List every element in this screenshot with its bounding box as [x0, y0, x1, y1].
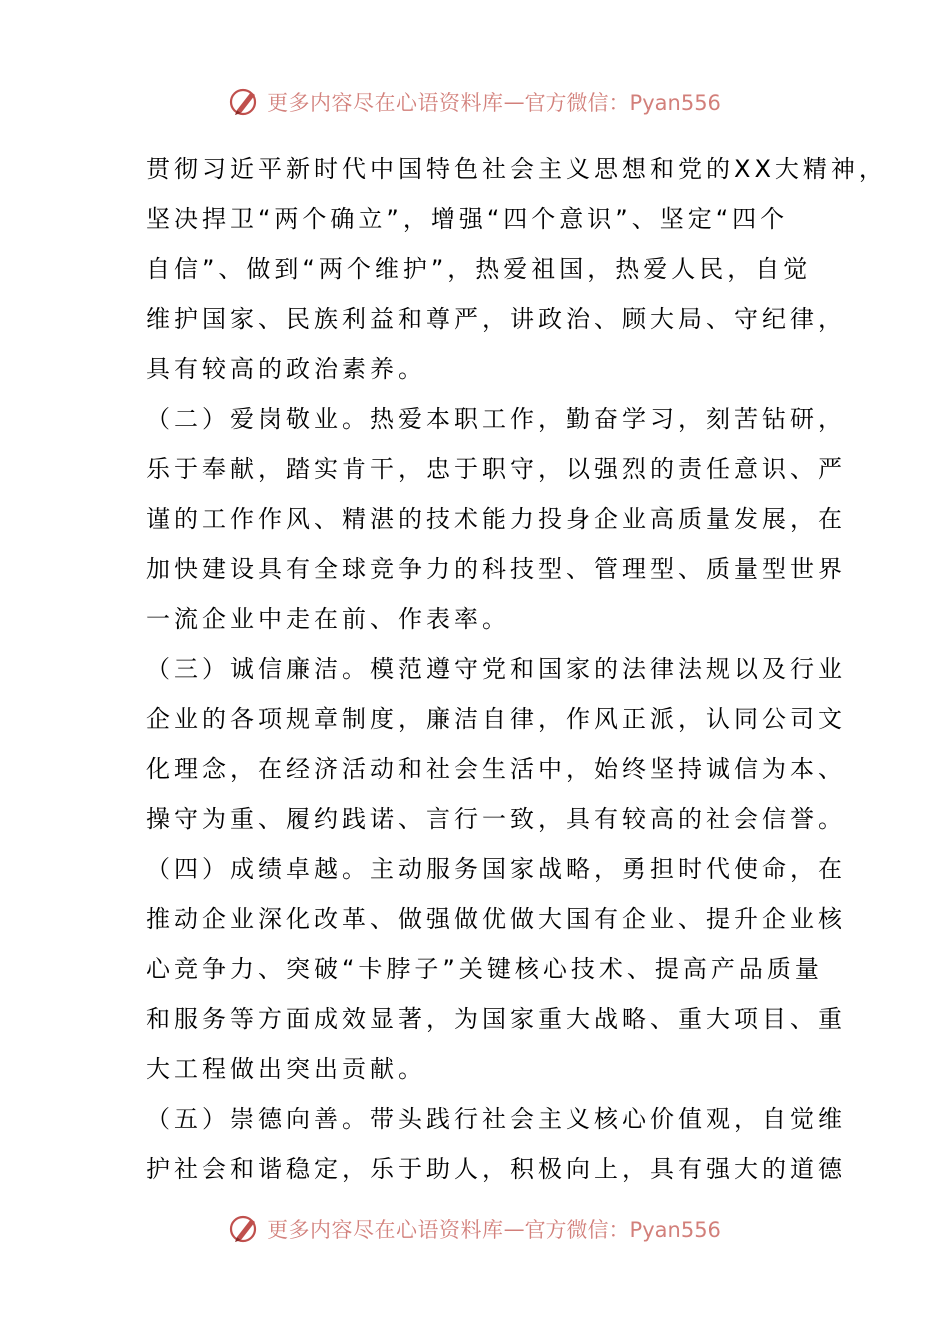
text-line: 维护国家、民族利益和尊严，讲政治、顾大局、守纪律， [146, 305, 846, 333]
text-line: 化理念，在经济活动和社会生活中，始终坚持诚信为本、 [146, 755, 846, 783]
text-line: 乐于奉献，踏实肯干，忠于职守，以强烈的责任意识、严 [146, 455, 846, 483]
section-heading-line: （五）崇德向善。带头践行社会主义核心价值观，自觉维 [146, 1105, 846, 1133]
watermark-header [0, 82, 950, 122]
text-line: 具有较高的政治素养。 [146, 355, 426, 383]
text-line: 心竞争力、突破“卡脖子”关键核心技术、提高产品质量 [146, 955, 823, 983]
text-line: 谨的工作作风、精湛的技术能力投身企业高质量发展，在 [146, 505, 846, 533]
section-heading-line: （三）诚信廉洁。模范遵守党和国家的法律法规以及行业 [146, 655, 846, 683]
watermark-separator: — [503, 1217, 525, 1241]
watermark-separator: — [503, 90, 525, 114]
text-line: 操守为重、履约践诺、言行一致，具有较高的社会信誉。 [146, 805, 846, 833]
text-line: 一流企业中走在前、作表率。 [146, 605, 510, 633]
text-line: 贯彻习近平新时代中国特色社会主义思想和党的XX大精神， [146, 155, 887, 183]
section-heading-line: （二）爱岗敬业。热爱本职工作，勤奋学习，刻苦钻研， [146, 405, 846, 433]
text-line: 加快建设具有全球竞争力的科技型、管理型、质量型世界 [146, 555, 846, 583]
text-line: 企业的各项规章制度，廉洁自律，作风正派，认同公司文 [146, 705, 846, 733]
document-body [146, 144, 887, 1194]
watermark-footer [0, 1209, 950, 1249]
watermark-text: 更多内容尽在心语资料库 [267, 91, 504, 115]
text-line: 大工程做出突出贡献。 [146, 1055, 426, 1083]
text-line: 推动企业深化改革、做强做优做大国有企业、提升企业核 [146, 905, 846, 933]
text-line: 和服务等方面成效显著，为国家重大战略、重大项目、重 [146, 1005, 846, 1033]
pen-logo-icon [229, 1213, 261, 1245]
watermark-wechat: 官方微信：Pyan556 [524, 91, 721, 115]
watermark-wechat: 官方微信：Pyan556 [524, 1218, 721, 1242]
text-line: 自信”、做到“两个维护”，热爱祖国，热爱人民，自觉 [146, 255, 812, 283]
section-heading-line: （四）成绩卓越。主动服务国家战略，勇担时代使命，在 [146, 855, 846, 883]
text-line: 护社会和谐稳定，乐于助人，积极向上，具有强大的道德 [146, 1155, 846, 1183]
text-line: 坚决捍卫“两个确立”，增强“四个意识”、坚定“四个 [146, 205, 789, 233]
watermark-text: 更多内容尽在心语资料库 [267, 1218, 504, 1242]
pen-logo-icon [229, 86, 261, 118]
